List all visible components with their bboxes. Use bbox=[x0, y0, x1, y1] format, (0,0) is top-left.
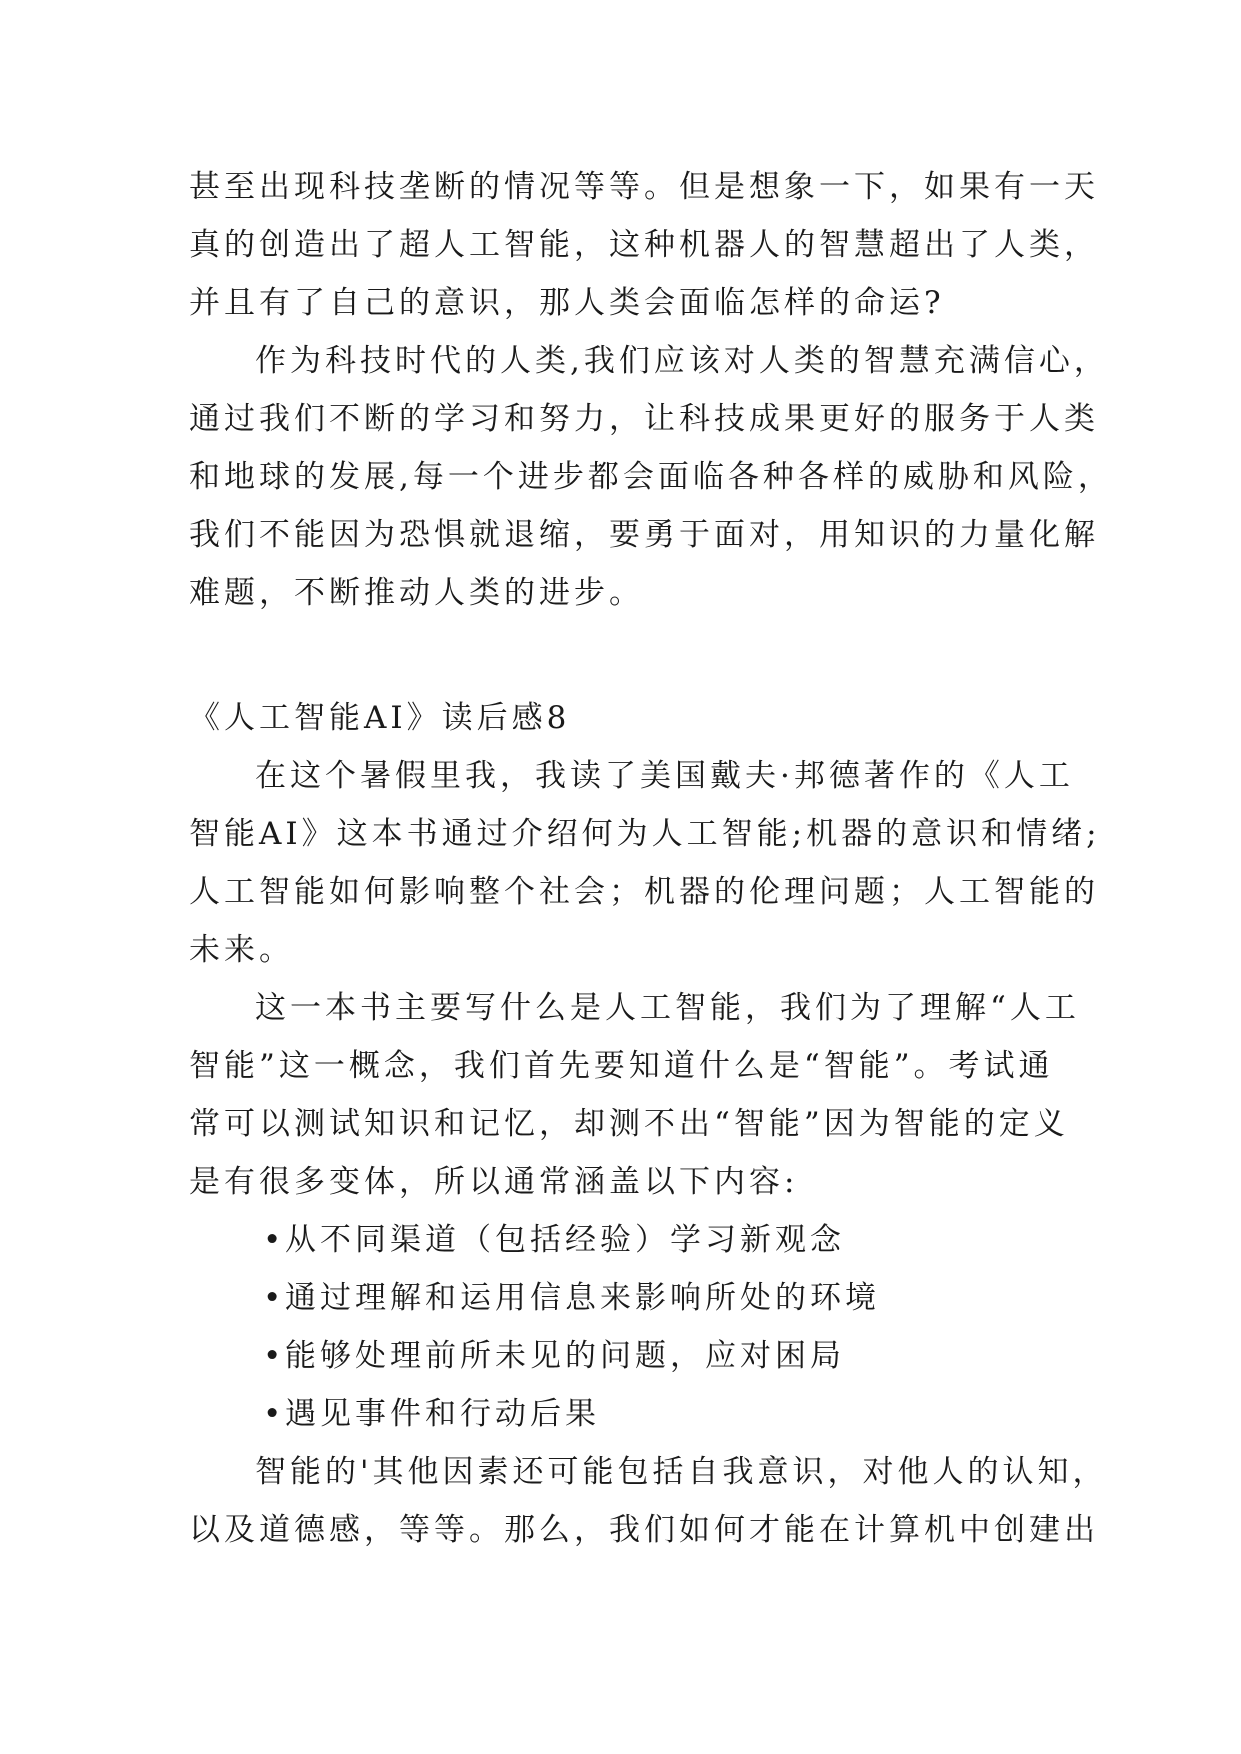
section-heading bbox=[189, 689, 1049, 747]
bullet-item bbox=[189, 1269, 1049, 1327]
text-line: 并且有了自己的意识，那人类会面临怎样的命运? bbox=[189, 285, 945, 321]
text-line: 未来。 bbox=[189, 932, 294, 968]
text-line: 是有很多变体，所以通常涵盖以下内容: bbox=[189, 1164, 799, 1200]
text-line: 难题，不断推动人类的进步。 bbox=[189, 575, 644, 611]
text-line: 通过我们不断的学习和努力，让科技成果更好的服务于人类 bbox=[189, 401, 1099, 437]
bullet-mark: • bbox=[263, 1338, 286, 1374]
text-line: 在这个暑假里我，我读了美国戴夫·邦德著作的《人工 bbox=[255, 758, 1074, 794]
text-line: 智能”这一概念，我们首先要知道什么是“智能”。考试通 bbox=[189, 1048, 1054, 1084]
text-line: 我们不能因为恐惧就退缩，要勇于面对，用知识的力量化解 bbox=[189, 517, 1099, 553]
text-line: 作为科技时代的人类,我们应该对人类的智慧充满信心， bbox=[255, 343, 1109, 379]
bullet-mark: • bbox=[263, 1396, 286, 1432]
bullet-item bbox=[189, 1327, 1049, 1385]
bullet-item bbox=[189, 1385, 1049, 1443]
paragraph-block-1 bbox=[189, 158, 1113, 622]
paragraph-block-2 bbox=[189, 747, 1108, 1559]
heading-text: 《人工智能AI》读后感8 bbox=[189, 700, 571, 736]
text-line: 和地球的发展,每一个进步都会面临各种各样的威胁和风险， bbox=[189, 459, 1113, 495]
text-line: 人工智能如何影响整个社会；机器的伦理问题；人工智能的 bbox=[189, 874, 1099, 910]
text-line: 这一本书主要写什么是人工智能，我们为了理解“人工 bbox=[255, 990, 1080, 1026]
bullet-item bbox=[189, 1211, 1049, 1269]
text-line: 以及道德感，等等。那么，我们如何才能在计算机中创建出 bbox=[189, 1512, 1099, 1548]
text-line: 智能AI》这本书通过介绍何为人工智能;机器的意识和情绪; bbox=[189, 816, 1101, 852]
text-line: 常可以测试知识和记忆，却测不出“智能”因为智能的定义 bbox=[189, 1106, 1069, 1142]
text-line: 智能的'其他因素还可能包括自我意识，对他人的认知， bbox=[255, 1454, 1108, 1490]
bullet-text: 从不同渠道（包括经验）学习新观念 bbox=[285, 1222, 845, 1258]
bullet-mark: • bbox=[263, 1222, 286, 1258]
text-line: 真的创造出了超人工智能，这种机器人的智慧超出了人类， bbox=[189, 227, 1099, 263]
bullet-text: 通过理解和运用信息来影响所处的环境 bbox=[285, 1280, 880, 1316]
bullet-text: 遇见事件和行动后果 bbox=[285, 1396, 600, 1432]
bullet-mark: • bbox=[263, 1280, 286, 1316]
bullet-text: 能够处理前所未见的问题，应对困局 bbox=[285, 1338, 845, 1374]
text-line: 甚至出现科技垄断的情况等等。但是想象一下，如果有一天 bbox=[189, 169, 1099, 205]
